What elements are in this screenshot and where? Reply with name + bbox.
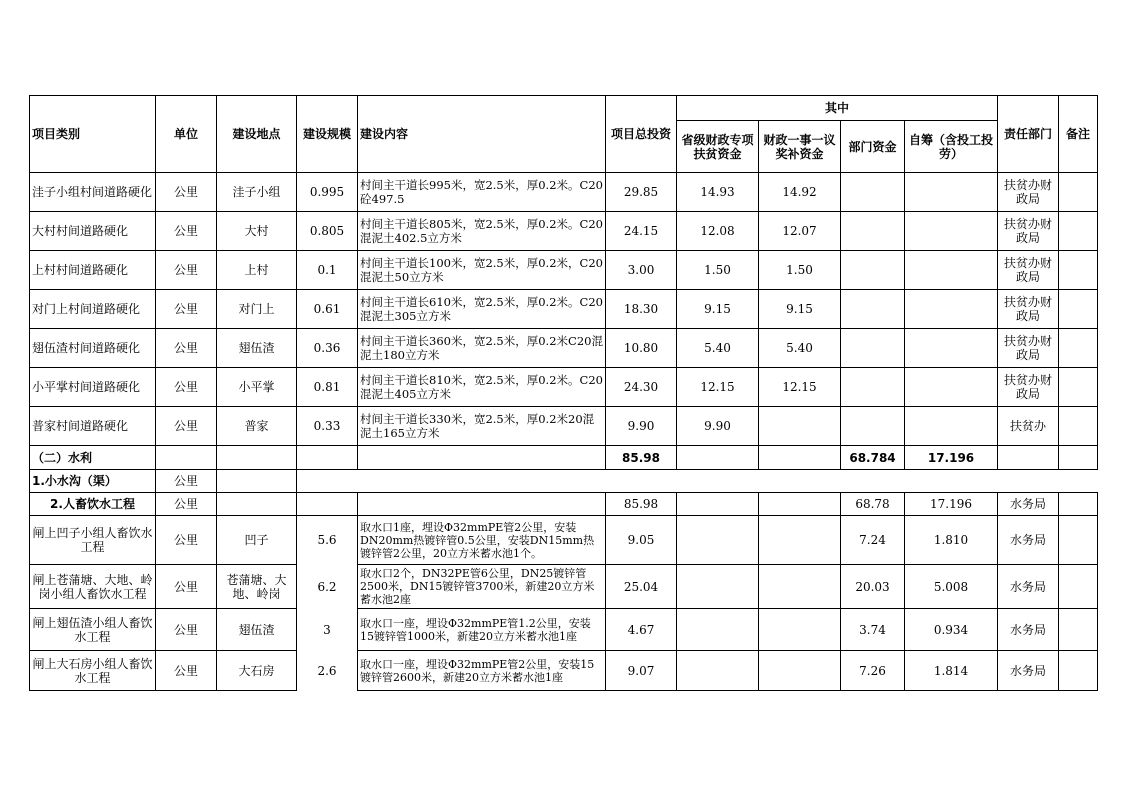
total-cell: 18.30 (606, 290, 677, 329)
location-cell: 凹子 (217, 516, 297, 565)
provincial-cell (677, 651, 759, 691)
dept-funds-cell (841, 290, 905, 329)
unit-cell (156, 446, 217, 470)
dept-cell: 水务局 (998, 516, 1059, 565)
dept-funds-cell (841, 407, 905, 446)
header-dept: 责任部门 (998, 96, 1059, 173)
remark-cell (1059, 368, 1098, 407)
remark-cell (1059, 173, 1098, 212)
dept-cell (998, 446, 1059, 470)
total-cell: 10.80 (606, 329, 677, 368)
total-cell: 85.98 (606, 446, 677, 470)
location-cell: 大村 (217, 212, 297, 251)
project-name: 大村村间道路硬化 (30, 212, 156, 251)
remark-cell (1059, 446, 1098, 470)
dept-funds-cell: 3.74 (841, 609, 905, 651)
dept-funds-cell (841, 173, 905, 212)
dept-cell: 水务局 (998, 493, 1059, 516)
self-raised-cell (905, 290, 998, 329)
total-cell: 25.04 (606, 565, 677, 609)
dept-cell: 扶贫办财政局 (998, 290, 1059, 329)
dept-cell: 水务局 (998, 565, 1059, 609)
header-reward: 财政一事一议奖补资金 (759, 121, 841, 173)
project-name: 洼子小组村间道路硬化 (30, 173, 156, 212)
remark-cell (1059, 407, 1098, 446)
subsection-name: 2.人畜饮水工程 (30, 493, 156, 516)
content-cell: 村间主干道长360米，宽2.5米，厚0.2米C20混泥土180立方米 (358, 329, 606, 368)
self-raised-cell: 17.196 (905, 493, 998, 516)
header-dept-funds: 部门资金 (841, 121, 905, 173)
blank-cell (297, 470, 1098, 493)
dept-cell: 扶贫办财政局 (998, 329, 1059, 368)
total-cell: 3.00 (606, 251, 677, 290)
scale-cell: 0.33 (297, 407, 358, 446)
scale-cell: 3 (297, 609, 358, 651)
total-cell: 4.67 (606, 609, 677, 651)
scale-cell: 0.805 (297, 212, 358, 251)
provincial-cell (677, 493, 759, 516)
unit-cell: 公里 (156, 565, 217, 609)
content-cell: 村间主干道长995米，宽2.5米，厚0.2米。C20砼497.5 (358, 173, 606, 212)
content-cell: 取水口1座，埋设Φ32mmPE管2公里，安装DN20mm热镀锌管0.5公里，安装DN15mm热镀锌管2公里，20立方米蓄水池1个。 (358, 516, 606, 565)
header-category: 项目类别 (30, 96, 156, 173)
total-cell: 9.90 (606, 407, 677, 446)
reward-cell (759, 407, 841, 446)
provincial-cell: 9.90 (677, 407, 759, 446)
content-cell: 村间主干道长100米，宽2.5米，厚0.2米，C20混泥土50立方米 (358, 251, 606, 290)
location-cell: 翅伍渣 (217, 329, 297, 368)
project-name: 翅伍渣村间道路硬化 (30, 329, 156, 368)
remark-cell (1059, 290, 1098, 329)
reward-cell: 14.92 (759, 173, 841, 212)
project-name: 普家村间道路硬化 (30, 407, 156, 446)
content-cell: 取水口2个，DN32PE管6公里，DN25镀锌管2500米，DN15镀锌管3700米，新建20立方米蓄水池2座 (358, 565, 606, 609)
content-cell (358, 446, 606, 470)
subsection-name: 1.小水沟（渠） (30, 470, 156, 493)
project-name: 闸上苍蒲塘、大地、岭岗小组人畜饮水工程 (30, 565, 156, 609)
project-name: 闸上凹子小组人畜饮水工程 (30, 516, 156, 565)
provincial-cell (677, 516, 759, 565)
self-raised-cell: 17.196 (905, 446, 998, 470)
scale-cell: 0.995 (297, 173, 358, 212)
unit-cell: 公里 (156, 173, 217, 212)
remark-cell (1059, 329, 1098, 368)
total-cell: 29.85 (606, 173, 677, 212)
self-raised-cell: 5.008 (905, 565, 998, 609)
reward-cell (759, 565, 841, 609)
location-cell (217, 446, 297, 470)
location-cell (217, 493, 297, 516)
provincial-cell: 5.40 (677, 329, 759, 368)
provincial-cell (677, 565, 759, 609)
self-raised-cell: 0.934 (905, 609, 998, 651)
header-self-raised: 自筹（含投工投劳） (905, 121, 998, 173)
content-cell (358, 493, 606, 516)
unit-cell: 公里 (156, 407, 217, 446)
dept-cell: 扶贫办财政局 (998, 173, 1059, 212)
table-row (30, 609, 1098, 651)
self-raised-cell (905, 173, 998, 212)
project-name: 对门上村间道路硬化 (30, 290, 156, 329)
dept-funds-cell: 7.26 (841, 651, 905, 691)
table-row (30, 407, 1098, 446)
remark-cell (1059, 609, 1098, 651)
provincial-cell: 14.93 (677, 173, 759, 212)
scale-cell: 6.2 (297, 565, 358, 609)
content-cell: 村间主干道长805米，宽2.5米，厚0.2米。C20混泥土402.5立方米 (358, 212, 606, 251)
unit-cell: 公里 (156, 368, 217, 407)
content-cell: 村间主干道长330米，宽2.5米，厚0.2米20混泥土165立方米 (358, 407, 606, 446)
total-cell: 85.98 (606, 493, 677, 516)
table-row (30, 290, 1098, 329)
table-row (30, 329, 1098, 368)
table-row (30, 368, 1098, 407)
location-cell: 翅伍渣 (217, 609, 297, 651)
table-row (30, 651, 1098, 691)
remark-cell (1059, 651, 1098, 691)
total-cell: 24.30 (606, 368, 677, 407)
total-cell: 9.05 (606, 516, 677, 565)
header-unit: 单位 (156, 96, 217, 173)
header-provincial: 省级财政专项扶贫资金 (677, 121, 759, 173)
dept-cell: 水务局 (998, 651, 1059, 691)
scale-cell (297, 493, 358, 516)
dept-cell: 扶贫办财政局 (998, 368, 1059, 407)
remark-cell (1059, 493, 1098, 516)
project-name: 闸上翅伍渣小组人畜饮水工程 (30, 609, 156, 651)
dept-funds-cell (841, 368, 905, 407)
total-cell: 9.07 (606, 651, 677, 691)
provincial-cell: 12.08 (677, 212, 759, 251)
location-cell: 苍蒲塘、大地、岭岗 (217, 565, 297, 609)
scale-cell: 0.36 (297, 329, 358, 368)
remark-cell (1059, 251, 1098, 290)
header-location: 建设地点 (217, 96, 297, 173)
header-group: 其中 (677, 96, 998, 121)
header-remark: 备注 (1059, 96, 1098, 173)
subsection-row (30, 493, 1098, 516)
project-name: 闸上大石房小组人畜饮水工程 (30, 651, 156, 691)
scale-cell: 2.6 (297, 651, 358, 691)
scale-cell: 0.1 (297, 251, 358, 290)
subsection-row (30, 470, 1098, 493)
unit-cell: 公里 (156, 329, 217, 368)
reward-cell: 1.50 (759, 251, 841, 290)
provincial-cell: 9.15 (677, 290, 759, 329)
reward-cell: 12.15 (759, 368, 841, 407)
self-raised-cell (905, 407, 998, 446)
remark-cell (1059, 212, 1098, 251)
dept-funds-cell: 20.03 (841, 565, 905, 609)
table-row (30, 516, 1098, 565)
unit-cell: 公里 (156, 516, 217, 565)
dept-funds-cell: 68.784 (841, 446, 905, 470)
self-raised-cell (905, 212, 998, 251)
provincial-cell (677, 609, 759, 651)
content-cell: 取水口一座，埋设Φ32mmPE管2公里，安装15镀锌管2600米，新建20立方米蓄水池1座 (358, 651, 606, 691)
self-raised-cell (905, 368, 998, 407)
unit-cell: 公里 (156, 609, 217, 651)
project-table (29, 95, 1098, 691)
reward-cell (759, 446, 841, 470)
location-cell: 小平掌 (217, 368, 297, 407)
content-cell: 村间主干道长610米，宽2.5米，厚0.2米。C20混泥土305立方米 (358, 290, 606, 329)
unit-cell: 公里 (156, 493, 217, 516)
dept-cell: 扶贫办财政局 (998, 212, 1059, 251)
dept-funds-cell: 7.24 (841, 516, 905, 565)
self-raised-cell: 1.810 (905, 516, 998, 565)
scale-cell: 0.81 (297, 368, 358, 407)
provincial-cell: 1.50 (677, 251, 759, 290)
table-row (30, 565, 1098, 609)
dept-cell: 扶贫办 (998, 407, 1059, 446)
unit-cell: 公里 (156, 251, 217, 290)
table-row (30, 173, 1098, 212)
location-cell (217, 470, 297, 493)
dept-funds-cell (841, 212, 905, 251)
section-row (30, 446, 1098, 470)
scale-cell: 0.61 (297, 290, 358, 329)
unit-cell: 公里 (156, 470, 217, 493)
header-content: 建设内容 (358, 96, 606, 173)
header-scale: 建设规模 (297, 96, 358, 173)
content-cell: 村间主干道长810米，宽2.5米，厚0.2米。C20混泥土405立方米 (358, 368, 606, 407)
self-raised-cell (905, 251, 998, 290)
reward-cell (759, 609, 841, 651)
reward-cell (759, 516, 841, 565)
provincial-cell (677, 446, 759, 470)
table-row (30, 212, 1098, 251)
dept-funds-cell: 68.78 (841, 493, 905, 516)
self-raised-cell (905, 329, 998, 368)
project-name: 上村村间道路硬化 (30, 251, 156, 290)
reward-cell (759, 493, 841, 516)
reward-cell: 12.07 (759, 212, 841, 251)
dept-funds-cell (841, 329, 905, 368)
content-cell: 取水口一座，埋设Φ32mmPE管1.2公里，安装15镀锌管1000米，新建20立方米蓄水池1座 (358, 609, 606, 651)
project-name: 小平掌村间道路硬化 (30, 368, 156, 407)
dept-cell: 扶贫办财政局 (998, 251, 1059, 290)
scale-cell: 5.6 (297, 516, 358, 565)
location-cell: 洼子小组 (217, 173, 297, 212)
location-cell: 上村 (217, 251, 297, 290)
header-total: 项目总投资 (606, 96, 677, 173)
table-row (30, 251, 1098, 290)
provincial-cell: 12.15 (677, 368, 759, 407)
scale-cell (297, 446, 358, 470)
location-cell: 对门上 (217, 290, 297, 329)
section-name: （二）水利 (30, 446, 156, 470)
total-cell: 24.15 (606, 212, 677, 251)
self-raised-cell: 1.814 (905, 651, 998, 691)
unit-cell: 公里 (156, 651, 217, 691)
dept-funds-cell (841, 251, 905, 290)
unit-cell: 公里 (156, 290, 217, 329)
dept-cell: 水务局 (998, 609, 1059, 651)
location-cell: 普家 (217, 407, 297, 446)
location-cell: 大石房 (217, 651, 297, 691)
unit-cell: 公里 (156, 212, 217, 251)
reward-cell: 5.40 (759, 329, 841, 368)
remark-cell (1059, 565, 1098, 609)
reward-cell (759, 651, 841, 691)
reward-cell: 9.15 (759, 290, 841, 329)
remark-cell (1059, 516, 1098, 565)
